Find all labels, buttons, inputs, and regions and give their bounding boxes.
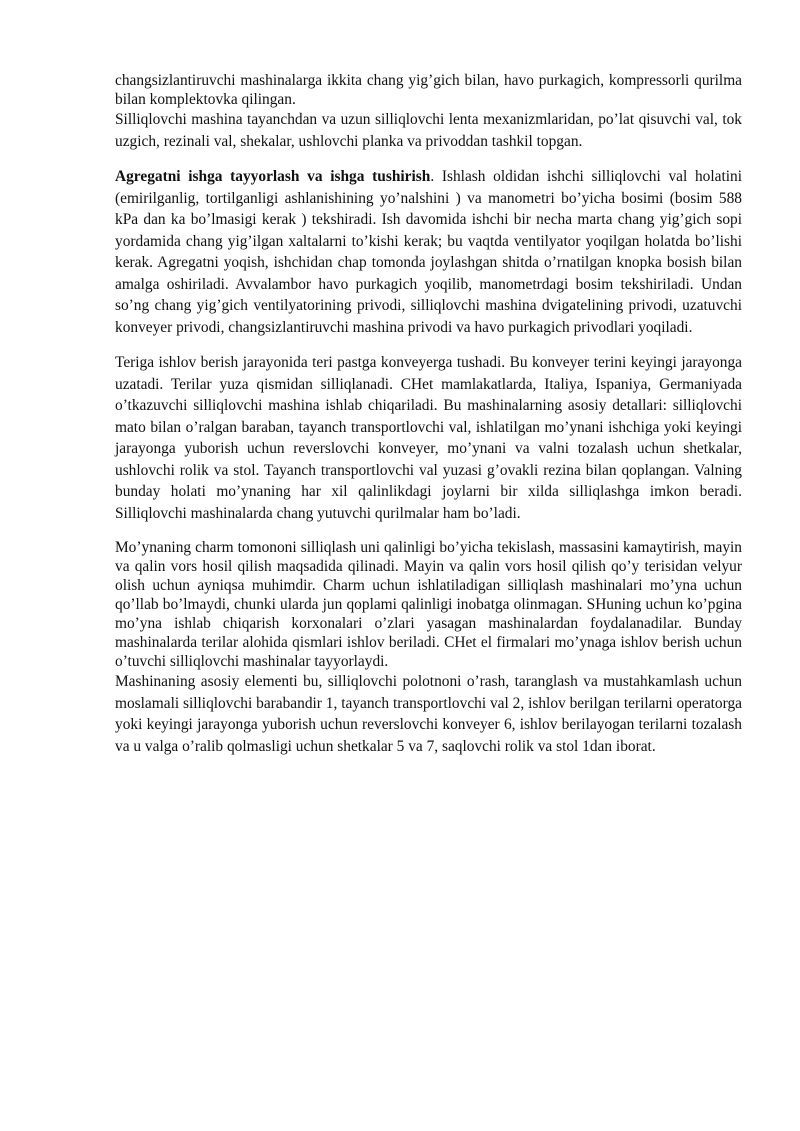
paragraph-3-body: . Ishlash oldidan ishchi silliqlovchi val holatini (emirilganlig, tortilganligi ashlanishining yo’nalshini ) va manometri bo’yicha bosimi (bosim 588 kPa dan ka bo’lmasigi kerak ) tekshiradi. Ish davomida ishchi bir necha marta chang yig’gich sopi yordamida chang yig’ilgan xaltalarni to’kishi kerak; bu vaqtda ventilyator yoqilgan holatda bo’lishi kerak. Agregatni yoqish, ishchidan chap tomonda joylashgan shitda o’rnatilgan knopka bosish bilan amalga oshiriladi. Avvalambor havo purkagich yoqilib, manometrdagi bosim tekshiriladi. Undan so’ng chang yig’gich ventilyatorining privodi, silliqlovchi mashina dvigatelining privodi, uzatuvchi konveyer privodi, changsizlantiruvchi mashina privodi va havo purkagich privodlari yoqiladi. bbox=[115, 168, 742, 336]
paragraph-gap bbox=[115, 338, 742, 352]
paragraph-4: Teriga ishlov berish jarayonida teri pastga konveyerga tushadi. Bu konveyer terini keyingi jarayonga uzatadi. Terilar yuza qismidan silliqlanadi. CHet mamlakatlarda, Italiya, Ispaniya, Germaniyada o’tkazuvchi silliqlovchi mashina ishlab chiqariladi. Bu mashinalarning asosiy detallari: silliqlovchi mato bilan o’ralgan baraban, tayanch transportlovchi val, ishlatilgan mo’ynani ishchiga yoki keyingi jarayonga yuborish uchun reverslovchi konveyer, mo’ynani va valni tozalash uchun shetkalar, ushlovchi rolik va stol. Tayanch transportlovchi val yuzasi g’ovakli rezina bilan qoplangan. Valning bunday holati mo’ynaning har xil qalinlikdagi joylarni bir xilda silliqlashga imkon beradi. Silliqlovchi mashinalarda chang yutuvchi qurilmalar ham bo’ladi. bbox=[115, 354, 742, 522]
paragraph-3 bbox=[115, 166, 742, 338]
section-heading: Agregatni ishga tayyorlash va ishga tushirish bbox=[115, 168, 431, 185]
paragraph-1: changsizlantiruvchi mashinalarga ikkita chang yig’gich bilan, havo purkagich, kompressorli qurilma bilan komplektovka qilingan. bbox=[115, 72, 742, 108]
paragraph-2: Silliqlovchi mashina tayanchdan va uzun silliqlovchi lenta mexanizmlaridan, po’lat qisuvchi val, tok uzgich, rezinali val, shekalar, ushlovchi planka va privoddan tashkil topgan. bbox=[115, 111, 742, 150]
paragraph-5: Mo’ynaning charm tomononi silliqlash uni qalinligi bo’yicha tekislash, massasini kamaytirish, mayin va qalin vors hosil qilish maqsadida qilinadi. Mayin va qalin vors hosil qilish qo’y terisidan velyur olish uchun ayniqsa muhimdir. Charm uchun ishlatiladigan silliqlash mashinalari mo’yna uchun qo’llab bo’lmaydi, chunki ularda jun qoplami qalinligi inobatga olinmagan. SHuning uchun ko’pgina mo’yna ishlab chiqarish korxonalari o’zlari yasagan mashinalardan foydalanadilar. Bunday mashinalarda terilar alohida qismlari ishlov beriladi. CHet el firmalari mo’ynaga ishlov berish uchun o’tuvchi silliqlovchi mashinalar tayyorlaydi. bbox=[115, 539, 742, 670]
document-page bbox=[115, 71, 742, 757]
paragraph-gap bbox=[115, 524, 742, 538]
paragraph-gap bbox=[115, 152, 742, 166]
paragraph-6: Mashinaning asosiy elementi bu, silliqlovchi polotnoni o’rash, taranglash va mustahkamlash uchun moslamali silliqlovchi barabandir 1, tayanch transportlovchi val 2, ishlov berilgan terilarni operatorga yoki keyingi jarayonga yuborish uchun reverslovchi konveyer 6, ishlov berilayogan terilarni tozalash va u valga o’ralib qolmasligi uchun shetkalar 5 va 7, saqlovchi rolik va stol 1dan iborat. bbox=[115, 673, 742, 755]
